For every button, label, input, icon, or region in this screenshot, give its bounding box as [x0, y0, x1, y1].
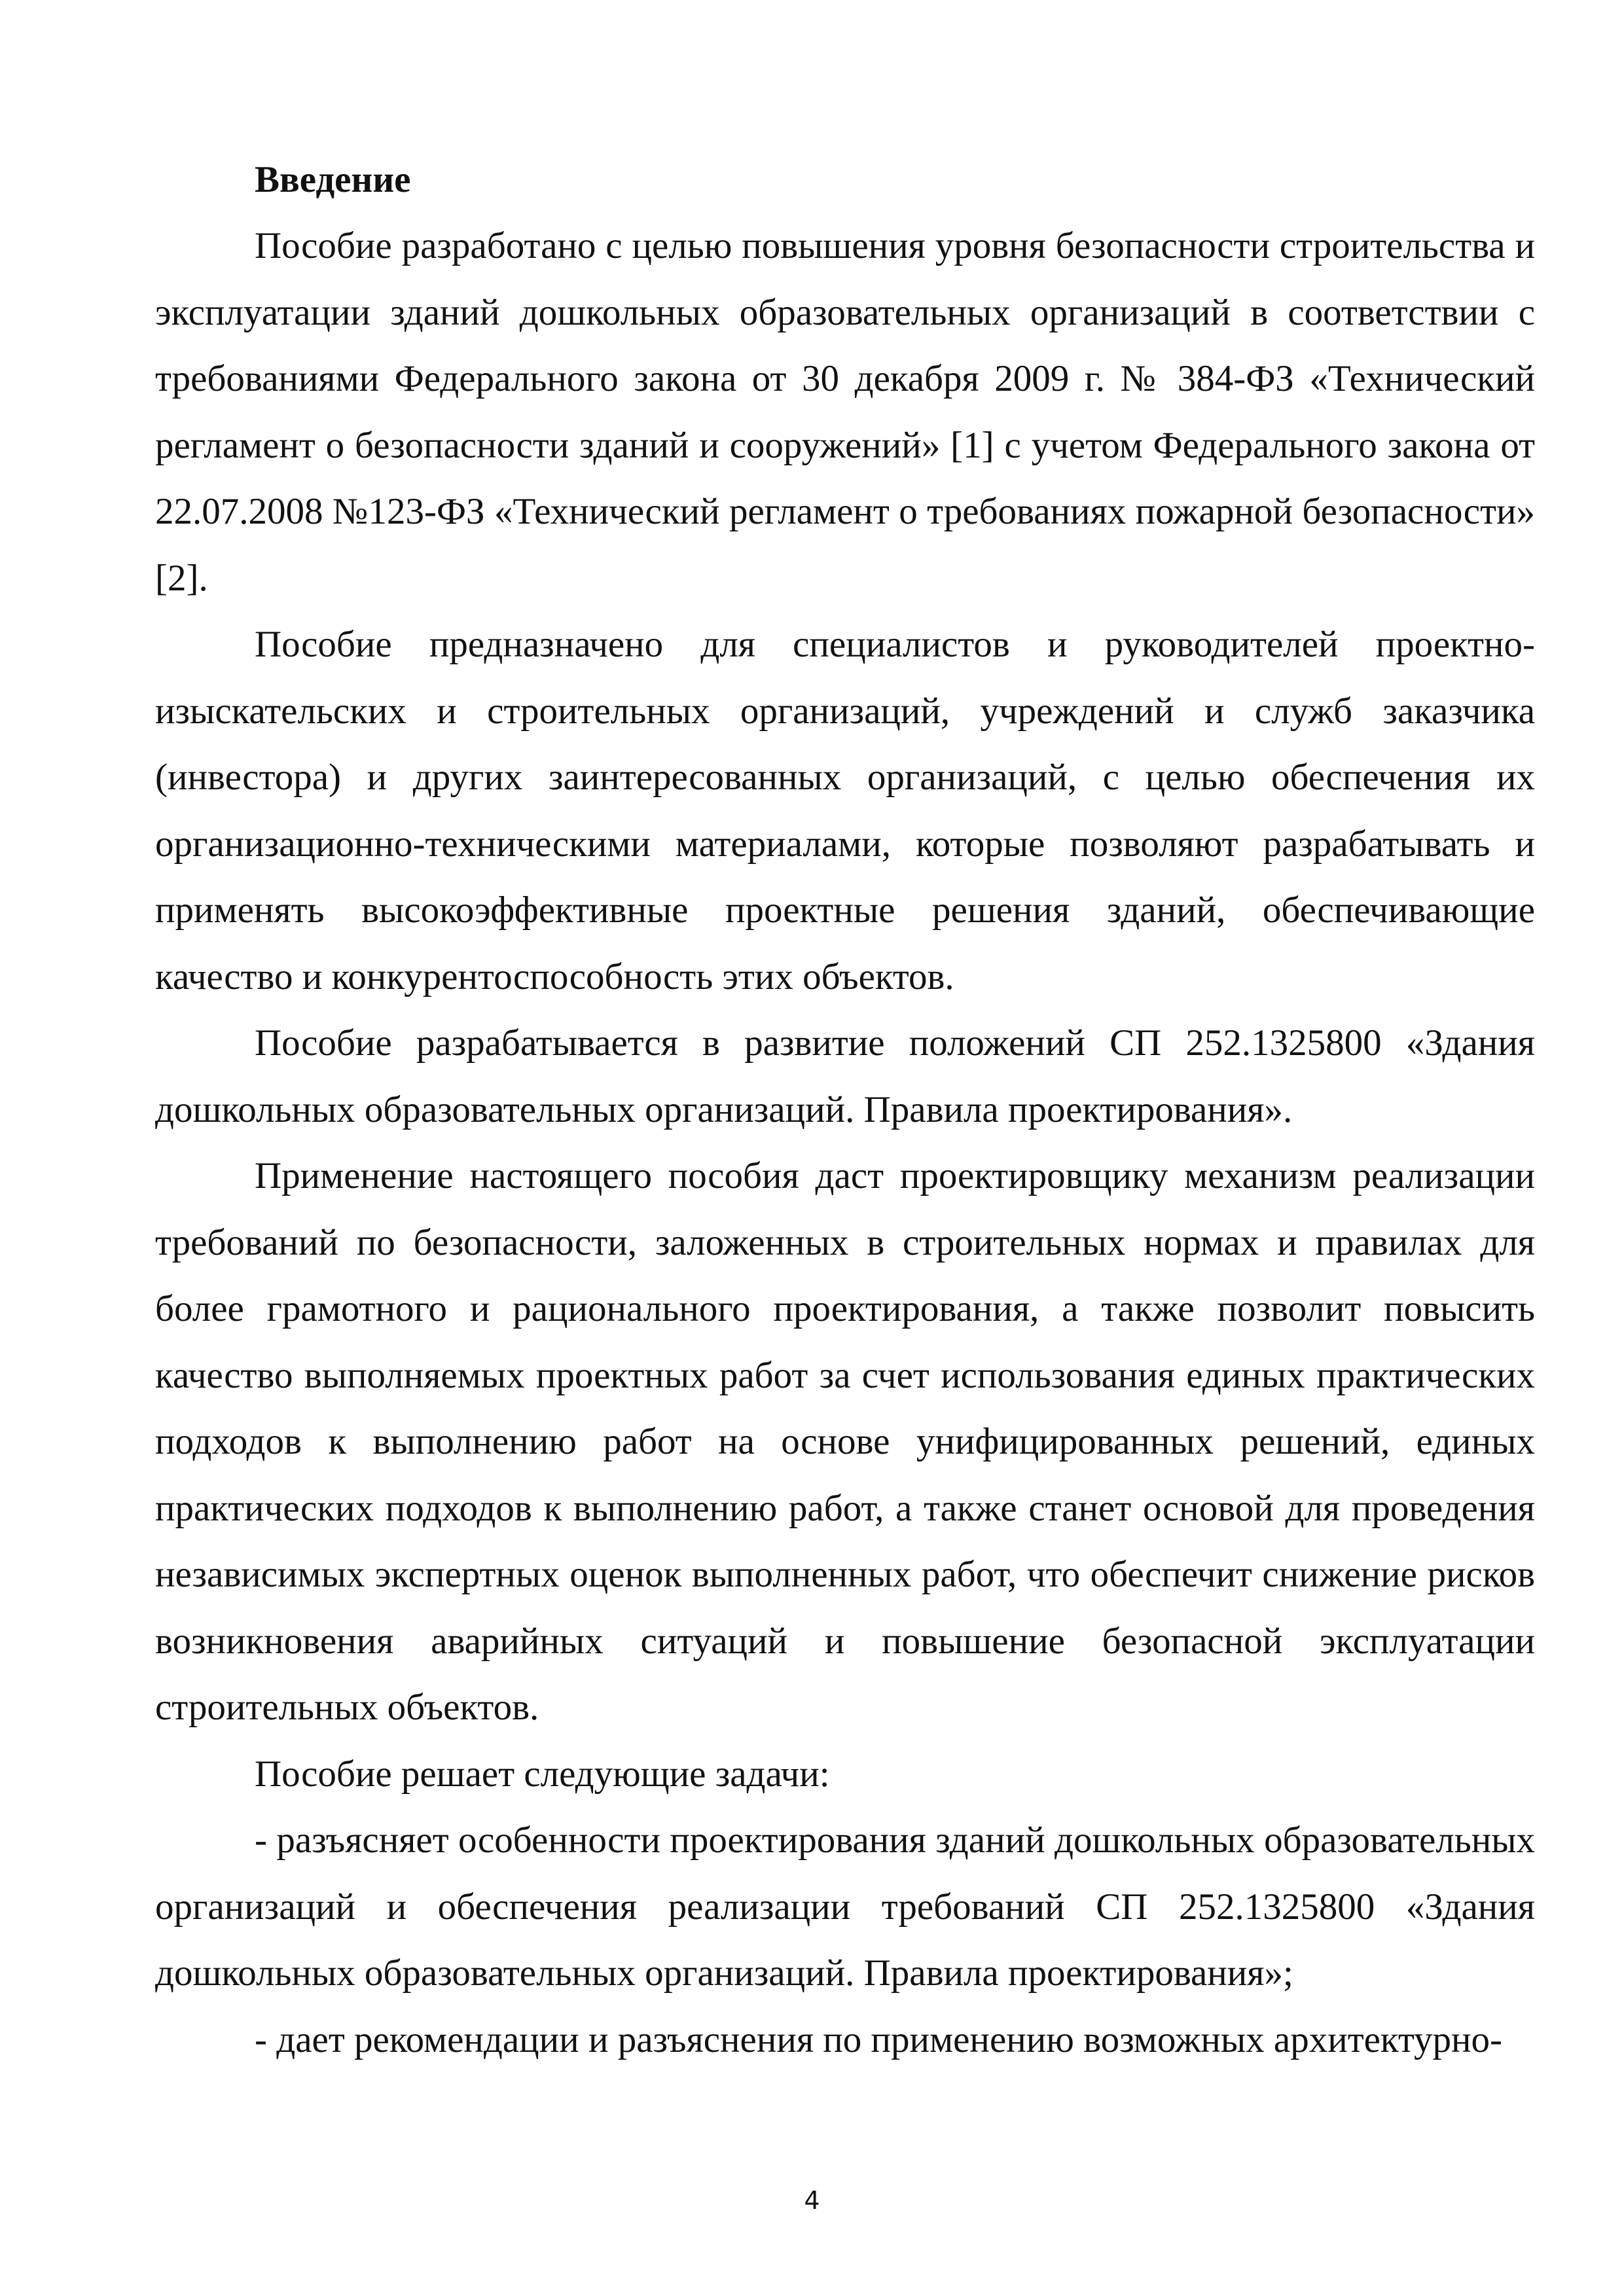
paragraph-tasks-intro: Пособие решает следующие задачи:: [255, 1753, 830, 1795]
page-body: [155, 147, 1535, 2073]
paragraph-basis: Пособие разрабатывается в развитие положений СП 252.1325800 «Здания дошкольных образовательных организаций. Правила проектирования».: [155, 1022, 1535, 1130]
paragraph-audience: Пособие предназначено для специалистов и руководителей проектно-изыскательских и строительных организаций, учреждений и служб заказчика (инвестора) и других заинтересованных организаций, с целью обеспечения их организационно-техническими материалами, которые позволяют разрабатывать и применять высокоэффективные проектные решения зданий, обеспечивающие качество и конкурентоспособность этих объектов.: [155, 624, 1535, 997]
paragraph-application: Применение настоящего пособия даст проектировщику механизм реализации требований по безопасности, заложенных в строительных нормах и правилах для более грамотного и рационального проектирования, а также позволит повысить качество выполняемых проектных работ за счет использования единых практических подходов к выполнению работ на основе унифицированных решений, единых практических подходов к выполнению работ, а также станет основой для проведения независимых экспертных оценок выполненных работ, что обеспечит снижение рисков возникновения аварийных ситуаций и повышение безопасной эксплуатации строительных объектов.: [155, 1155, 1535, 1728]
list-item-task-2: - дает рекомендации и разъяснения по применению возможных архитектурно-: [255, 2018, 1502, 2060]
section-heading: Введение: [255, 159, 411, 200]
page-number: 4: [804, 2186, 820, 2215]
paragraph-purpose: Пособие разработано с целью повышения уровня безопасности строительства и эксплуатации зданий дошкольных образовательных организаций в соответствии с требованиями Федерального закона от 30 декабря 2009 г. № 384-ФЗ «Технический регламент о безопасности зданий и сооружений» [1] с учетом Федерального закона от 22.07.2008 №123-ФЗ «Технический регламент о требованиях пожарной безопасности» [2].: [155, 225, 1535, 599]
list-item-task-1: - разъясняет особенности проектирования зданий дошкольных образовательных организаций и обеспечения реализации требований СП 252.1325800 «Здания дошкольных образовательных организаций. Правила проектирования»;: [155, 1820, 1535, 1994]
